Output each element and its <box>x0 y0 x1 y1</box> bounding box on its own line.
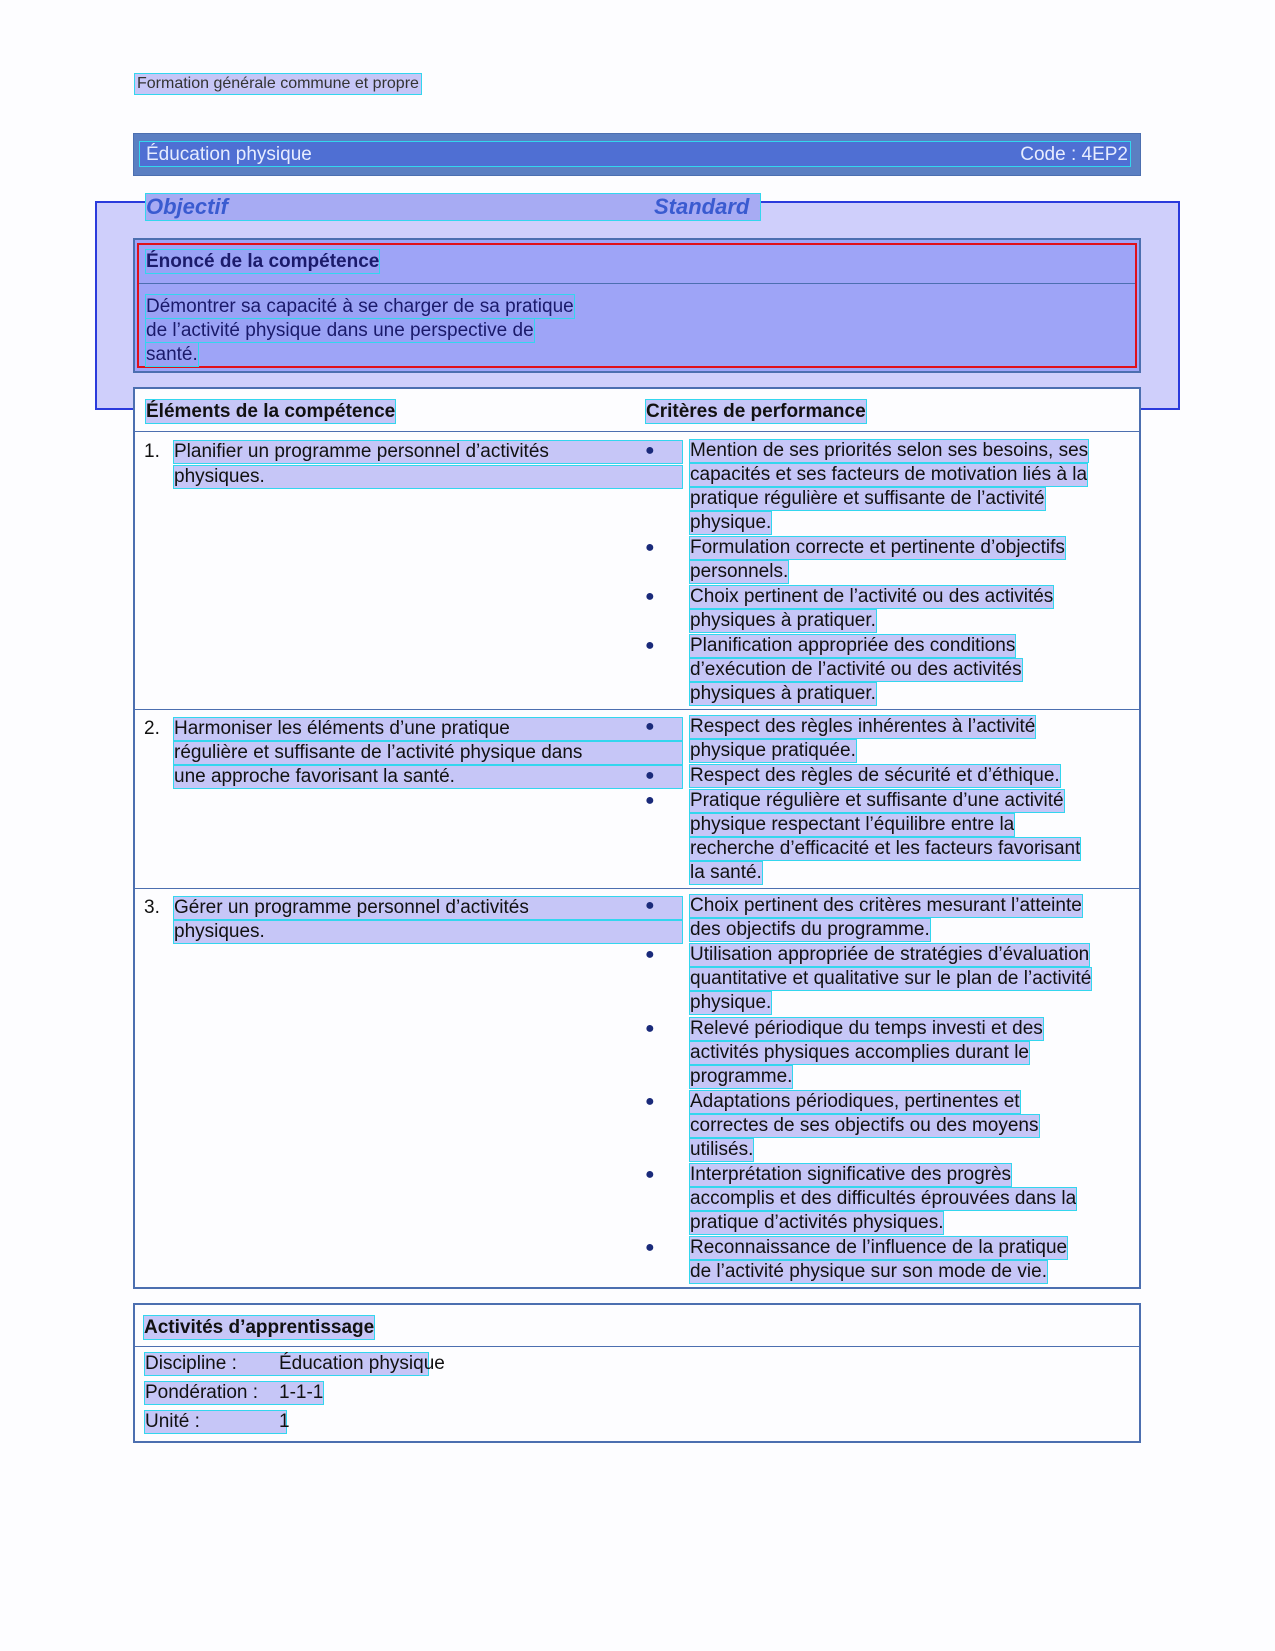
bullet-icon: ● <box>645 539 655 556</box>
bullet-icon: ● <box>645 718 655 735</box>
bullet-icon: ● <box>645 1166 655 1183</box>
elements-column-header: Éléments de la compétence <box>146 401 396 422</box>
bullet-icon: ● <box>645 946 655 963</box>
competence-statement-line: de l’activité physique dans une perspective de <box>146 320 534 341</box>
criterion-line: Reconnaissance de l’influence de la pratique <box>690 1237 1068 1258</box>
criterion-line: Relevé périodique du temps investi et des <box>690 1018 1043 1039</box>
element-text-line: Harmoniser les éléments d’une pratique <box>174 718 682 740</box>
competence-divider <box>139 283 1135 284</box>
criterion-line: d’exécution de l’activité ou des activités <box>690 659 1022 680</box>
criterion-line: Mention de ses priorités selon ses besoins, ses <box>690 440 1089 461</box>
criterion-line: Adaptations périodiques, pertinentes et <box>690 1091 1020 1112</box>
competence-title: Énoncé de la compétence <box>146 251 380 272</box>
criterion-line: pratique d’activités physiques. <box>690 1212 944 1233</box>
ponderation-label: Pondération : <box>145 1382 259 1403</box>
element-number: 2. <box>144 718 160 739</box>
criterion-line: programme. <box>690 1066 793 1087</box>
criterion-line: Formulation correcte et pertinente d’objectifs <box>690 537 1065 558</box>
criteria-column-header: Critères de performance <box>646 401 866 422</box>
standard-heading: Standard <box>654 194 750 219</box>
bullet-icon: ● <box>645 1093 655 1110</box>
unite-label: Unité : <box>145 1411 200 1432</box>
criterion-line: de l’activité physique sur son mode de vie. <box>690 1261 1047 1282</box>
competence-statement-line: Démontrer sa capacité à se charger de sa pratique <box>146 296 574 317</box>
criterion-line: Utilisation appropriée de stratégies d’évaluation <box>690 944 1090 965</box>
criterion-line: Planification appropriée des conditions <box>690 635 1016 656</box>
criterion-line: quantitative et qualitative sur le plan de l’activité <box>690 968 1092 989</box>
course-title-bar <box>133 133 1141 176</box>
discipline-value: Éducation physique <box>279 1353 445 1374</box>
element-text-line: physiques. <box>174 466 682 488</box>
criterion-line: correctes de ses objectifs ou des moyens <box>690 1115 1039 1136</box>
course-code: Code : 4EP2 <box>1020 144 1128 165</box>
discipline-label: Discipline : <box>145 1353 237 1374</box>
element-text-line: régulière et suffisante de l’activité physique dans <box>174 742 682 764</box>
bullet-icon: ● <box>645 442 655 459</box>
unite-value: 1 <box>279 1411 290 1432</box>
criterion-line: physiques à pratiquer. <box>690 610 876 631</box>
criterion-line: utilisés. <box>690 1139 754 1160</box>
criterion-line: Choix pertinent de l’activité ou des activités <box>690 586 1054 607</box>
document-header: Formation générale commune et propre <box>137 75 419 92</box>
criterion-line: la santé. <box>690 862 762 883</box>
bullet-icon: ● <box>645 637 655 654</box>
element-number: 3. <box>144 897 160 918</box>
criterion-line: activités physiques accomplies durant le <box>690 1042 1030 1063</box>
bullet-icon: ● <box>645 1020 655 1037</box>
criterion-line: des objectifs du programme. <box>690 919 930 940</box>
bullet-icon: ● <box>645 897 655 914</box>
unite-row <box>145 1411 286 1433</box>
row-divider <box>135 888 1139 889</box>
criterion-line: physique. <box>690 992 772 1013</box>
activities-divider <box>135 1346 1139 1347</box>
course-title: Éducation physique <box>146 144 312 165</box>
criterion-line: physiques à pratiquer. <box>690 683 876 704</box>
course-title-bar-inner <box>140 142 1130 166</box>
activities-title: Activités d’apprentissage <box>144 1317 375 1338</box>
criterion-line: Interprétation significative des progrès <box>690 1164 1012 1185</box>
criterion-line: Choix pertinent des critères mesurant l’atteinte <box>690 895 1082 916</box>
bullet-icon: ● <box>645 588 655 605</box>
row-divider <box>135 709 1139 710</box>
criterion-line: personnels. <box>690 561 789 582</box>
element-text-line: Planifier un programme personnel d’activités <box>174 441 682 463</box>
criterion-line: pratique régulière et suffisante de l’activité <box>690 488 1045 509</box>
table-header-divider <box>135 431 1139 432</box>
criterion-line: Respect des règles de sécurité et d’éthique. <box>690 765 1060 786</box>
element-text-line: physiques. <box>174 921 682 943</box>
criterion-line: physique. <box>690 512 772 533</box>
objective-heading-label: Objectif <box>146 194 228 219</box>
criterion-line: physique respectant l’équilibre entre la <box>690 814 1015 835</box>
element-text-line: une approche favorisant la santé. <box>174 766 682 788</box>
bullet-icon: ● <box>645 1239 655 1256</box>
bullet-icon: ● <box>645 767 655 784</box>
bullet-icon: ● <box>645 792 655 809</box>
element-number: 1. <box>144 441 160 462</box>
competence-statement-line: santé. <box>146 344 198 365</box>
criterion-line: capacités et ses facteurs de motivation liés à la <box>690 464 1088 485</box>
ponderation-value: 1-1-1 <box>279 1382 324 1403</box>
criterion-line: recherche d’efficacité et les facteurs favorisant <box>690 838 1081 859</box>
element-text-line: Gérer un programme personnel d’activités <box>174 897 682 919</box>
criterion-line: Respect des règles inhérentes à l’activité <box>690 716 1036 737</box>
criterion-line: accomplis et des difficultés éprouvées dans la <box>690 1188 1077 1209</box>
criterion-line: Pratique régulière et suffisante d’une activité <box>690 790 1064 811</box>
criterion-line: physique pratiquée. <box>690 740 856 761</box>
